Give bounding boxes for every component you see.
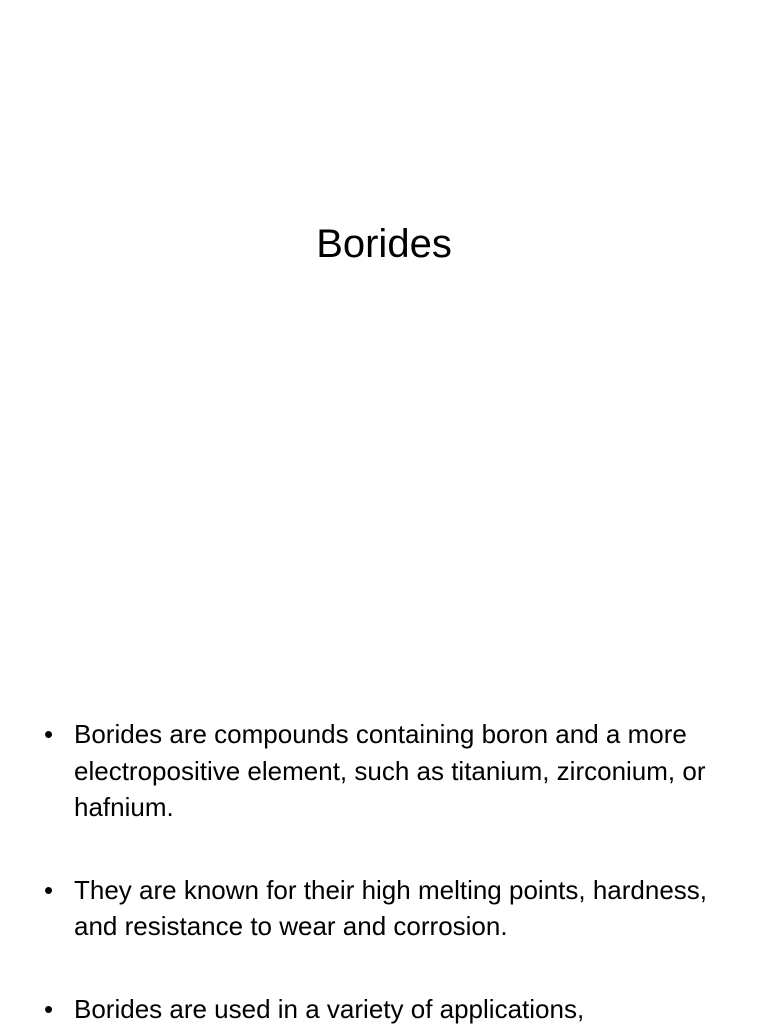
list-item [0, 716, 768, 826]
bullet-text: They are known for their high melting points, hardness, and resistance to wear and corrosion. [74, 874, 708, 941]
bullet-marker: • [44, 993, 54, 1024]
bullet-marker: • [44, 874, 54, 905]
list-item [0, 872, 768, 945]
bullet-list [0, 716, 768, 1024]
slide-title: Borides [316, 222, 452, 266]
bullet-text: Borides are used in a variety of applications, [74, 993, 585, 1024]
list-item [0, 991, 768, 1024]
bullet-text: Borides are compounds containing boron and a more electropositive element, such as titanium, zirconium, or hafnium. [74, 719, 706, 822]
bullet-marker: • [44, 719, 54, 749]
